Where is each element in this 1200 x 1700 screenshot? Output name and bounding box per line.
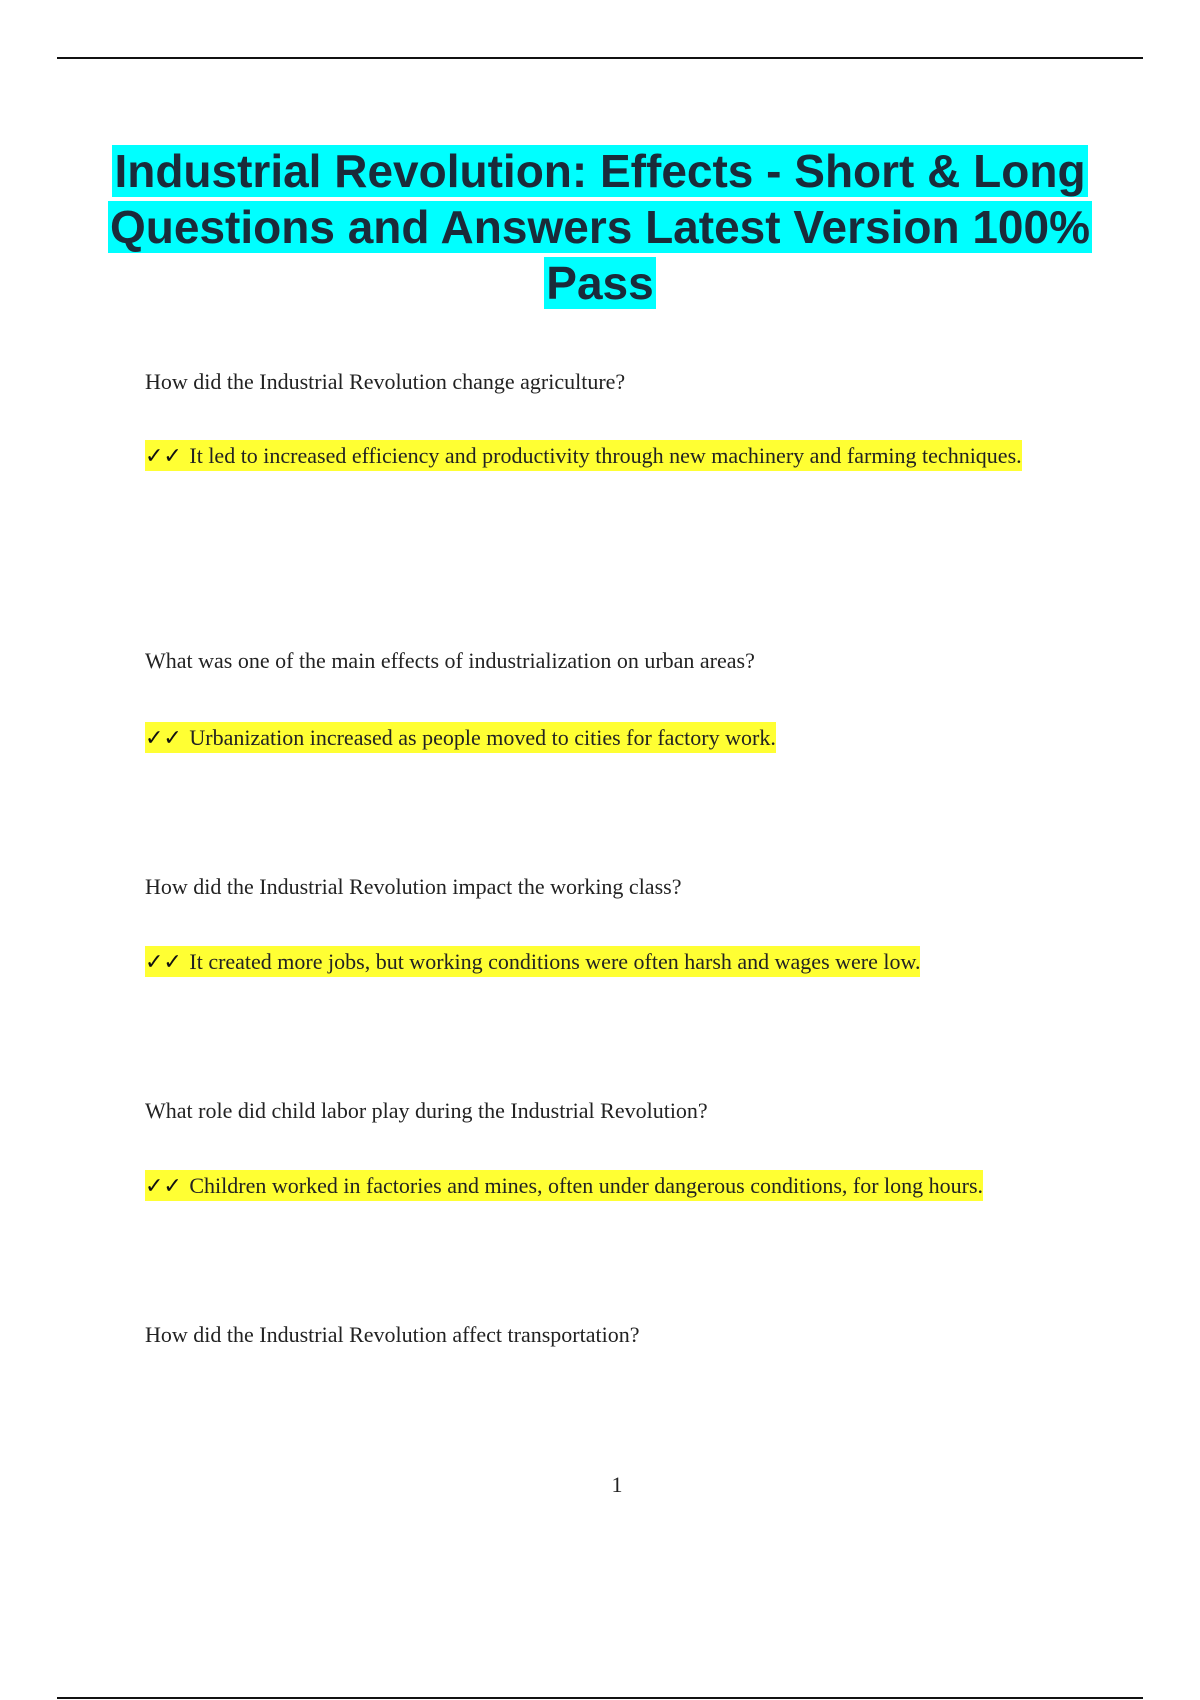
document-title: [90, 143, 1110, 311]
footer-rule: [57, 1697, 1143, 1699]
question-4: What role did child labor play during the Industrial Revolution?: [145, 1098, 708, 1123]
check-mark-icon: ✓✓: [145, 444, 182, 469]
question-5: How did the Industrial Revolution affect transportation?: [145, 1322, 640, 1347]
answer-1: [145, 425, 1075, 487]
answer-1-text: It led to increased efficiency and productivity through new machinery and farming techniques.: [189, 443, 1022, 468]
check-mark-icon: ✓✓: [145, 950, 182, 975]
page-number: 1: [611, 1472, 623, 1497]
answer-2: [145, 707, 1075, 769]
header-rule: [57, 57, 1143, 59]
check-mark-icon: ✓✓: [145, 1174, 182, 1199]
answer-3: [145, 931, 1075, 993]
question-1: How did the Industrial Revolution change agriculture?: [145, 369, 626, 394]
question-2: What was one of the main effects of industrialization on urban areas?: [145, 648, 755, 673]
answer-3-text: It created more jobs, but working conditions were often harsh and wages were low.: [189, 949, 921, 974]
answer-4: [145, 1155, 1075, 1217]
answer-1-highlight: [145, 440, 1022, 471]
document-title-text: Industrial Revolution: Effects - Short & Long Questions and Answers Latest Version 100% Pass: [110, 145, 1090, 309]
answer-3-highlight: [145, 946, 920, 977]
check-mark-icon: ✓✓: [145, 726, 182, 751]
answer-2-text: Urbanization increased as people moved to cities for factory work.: [189, 725, 776, 750]
answer-4-text: Children worked in factories and mines, often under dangerous conditions, for long hours.: [189, 1173, 984, 1198]
answer-4-highlight: [145, 1170, 983, 1201]
answer-2-highlight: [145, 722, 776, 753]
question-3: How did the Industrial Revolution impact the working class?: [145, 874, 682, 899]
